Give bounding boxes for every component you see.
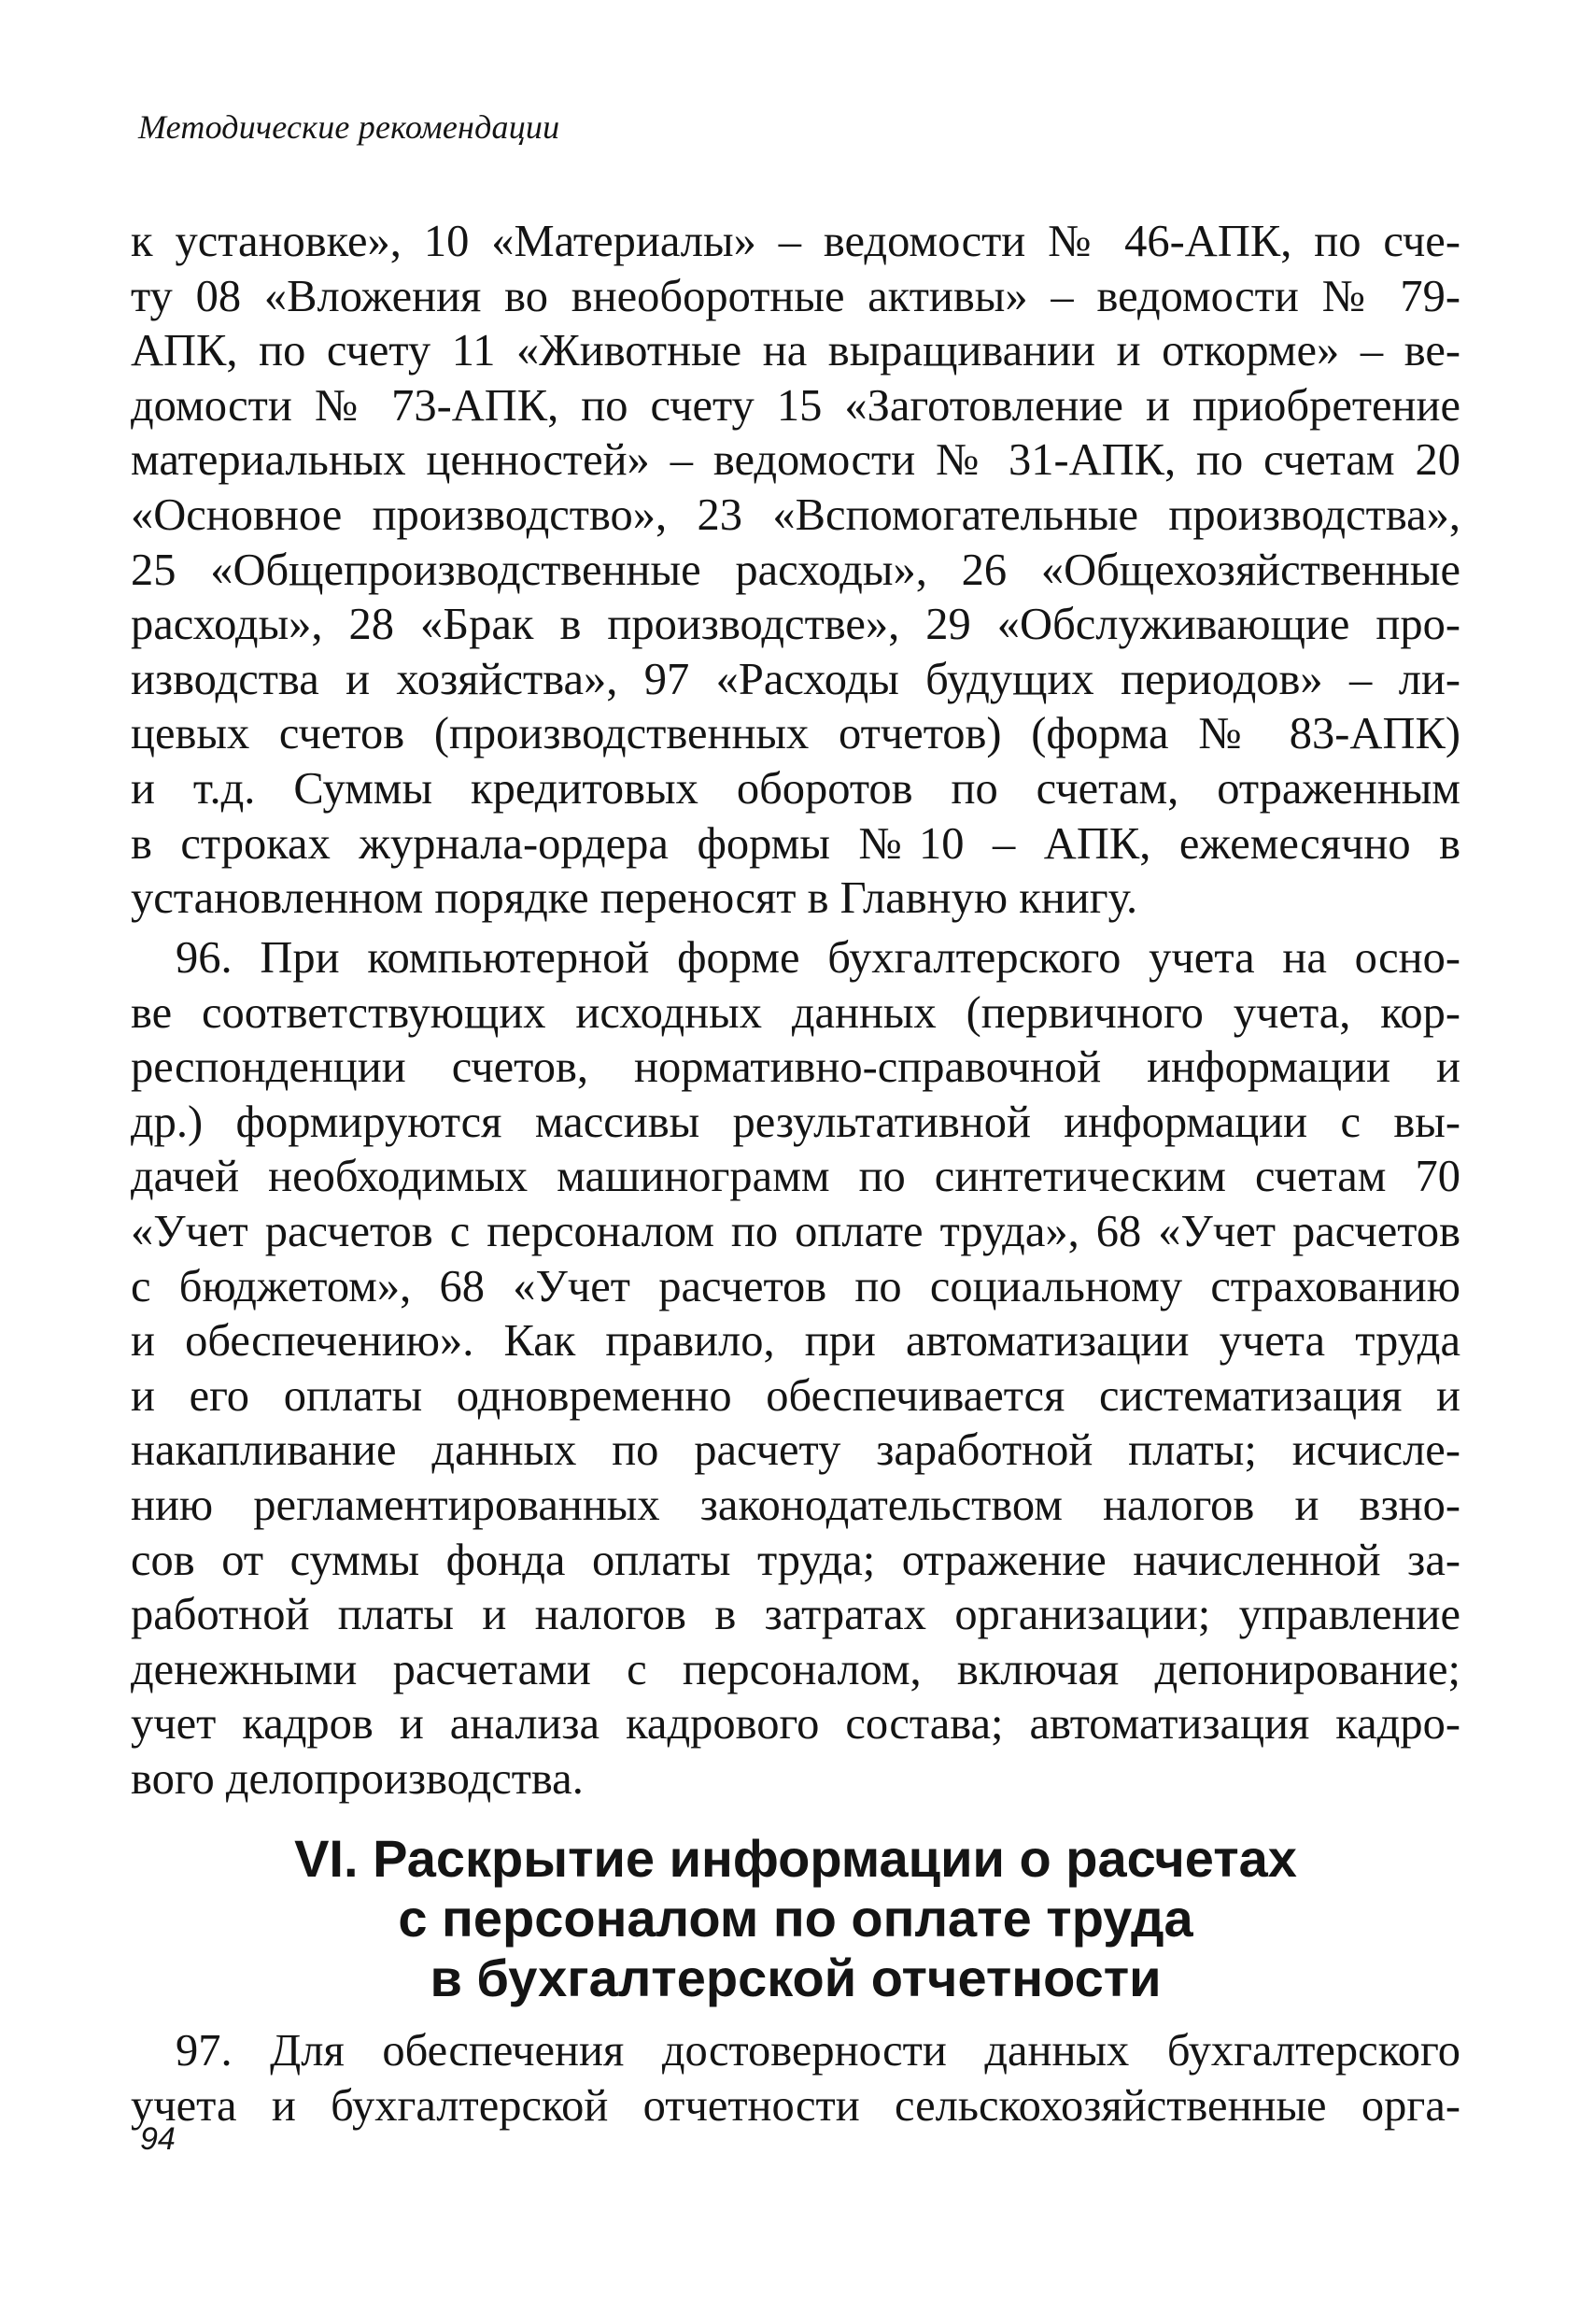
text-line: в строках журнала-ордера формы №10 – АПК, ежемесячно в — [131, 818, 1460, 869]
paragraph-96 — [131, 931, 1460, 1807]
text-line: дачей необходимых машинограмм по синтетическим счетам 70 — [131, 1152, 1460, 1202]
text-line: респонденции счетов, нормативно-справочной информации и — [131, 1042, 1460, 1093]
text-line: учет кадров и анализа кадрового состава; автоматизация кадро- — [131, 1699, 1460, 1750]
text-line: учета и бухгалтерской отчетности сельскохозяйственные орга- — [131, 2080, 1460, 2131]
text-line: и обеспечению». Как правило, при автоматизации учета труда — [131, 1316, 1460, 1367]
text-line: работной платы и налогов в затратах организации; управление — [131, 1590, 1460, 1640]
text-line: денежными расчетами с персоналом, включая депонирование; — [131, 1644, 1460, 1694]
text-line: к установке», 10 «Материалы» – ведомости № 46-АПК, по сче- — [131, 217, 1460, 266]
text-line: установленном порядке переносят в Главную книгу. — [131, 873, 1138, 924]
paragraph-continued — [131, 215, 1460, 927]
text-line: цевых счетов (производственных отчетов) (форма № 83-АПК) — [131, 709, 1460, 759]
text-line: 97. Для обеспечения достоверности данных бухгалтерского — [176, 2026, 1460, 2076]
text-line: материальных ценностей» – ведомости № 31-АПК, по счетам 20 — [131, 435, 1460, 486]
section-heading — [131, 1829, 1460, 2008]
text-line: 25 «Общепроизводственные расходы», 26 «Общехозяйственные — [131, 545, 1460, 595]
text-line: «Основное производство», 23 «Вспомогательные производства», — [131, 489, 1460, 540]
text-line: домости № 73-АПК, по счету 15 «Заготовление и приобретение — [131, 380, 1460, 431]
text-line: ту 08 «Вложения во внеоборотные активы» – ведомости № 79- — [131, 271, 1460, 321]
text-line: с бюджетом», 68 «Учет расчетов по социальному страхованию — [131, 1261, 1460, 1311]
text-line: изводства и хозяйства», 97 «Расходы будущих периодов» – ли- — [131, 654, 1460, 704]
text-line: вого делопроизводства. — [131, 1753, 584, 1804]
section-heading-line: с персоналом по оплате труда — [398, 1889, 1193, 1948]
text-line: др.) формируются массивы результативной информации с вы- — [131, 1097, 1460, 1147]
text-line: сов от суммы фонда оплаты труда; отражение начисленной за- — [131, 1535, 1460, 1585]
paragraph-97 — [131, 2024, 1460, 2133]
text-line: накапливание данных по расчету заработной платы; исчисле- — [131, 1425, 1460, 1476]
text-line: ве соответствующих исходных данных (первичного учета, кор- — [131, 987, 1460, 1038]
text-line: нию регламентированных законодательством налогов и взно- — [131, 1480, 1460, 1530]
section-heading-line: VI. Раскрытие информации о расчетах — [294, 1829, 1297, 1888]
text-line: расходы», 28 «Брак в производстве», 29 «Обслуживающие про- — [131, 600, 1460, 650]
page-number: 94 — [140, 2121, 176, 2157]
text-line: 96. При компьютерной форме бухгалтерского учета на осно- — [176, 933, 1460, 983]
text-line: АПК, по счету 11 «Животные на выращивании и откорме» – ве- — [131, 326, 1460, 376]
running-head: Методические рекомендации — [138, 108, 560, 146]
text-line: «Учет расчетов с персоналом по оплате труда», 68 «Учет расчетов — [131, 1206, 1460, 1256]
section-heading-line: в бухгалтерской отчетности — [430, 1948, 1162, 2007]
text-line: и т.д. Суммы кредитовых оборотов по счетам, отраженным — [131, 763, 1460, 814]
text-line: и его оплаты одновременно обеспечивается систематизация и — [131, 1370, 1460, 1421]
